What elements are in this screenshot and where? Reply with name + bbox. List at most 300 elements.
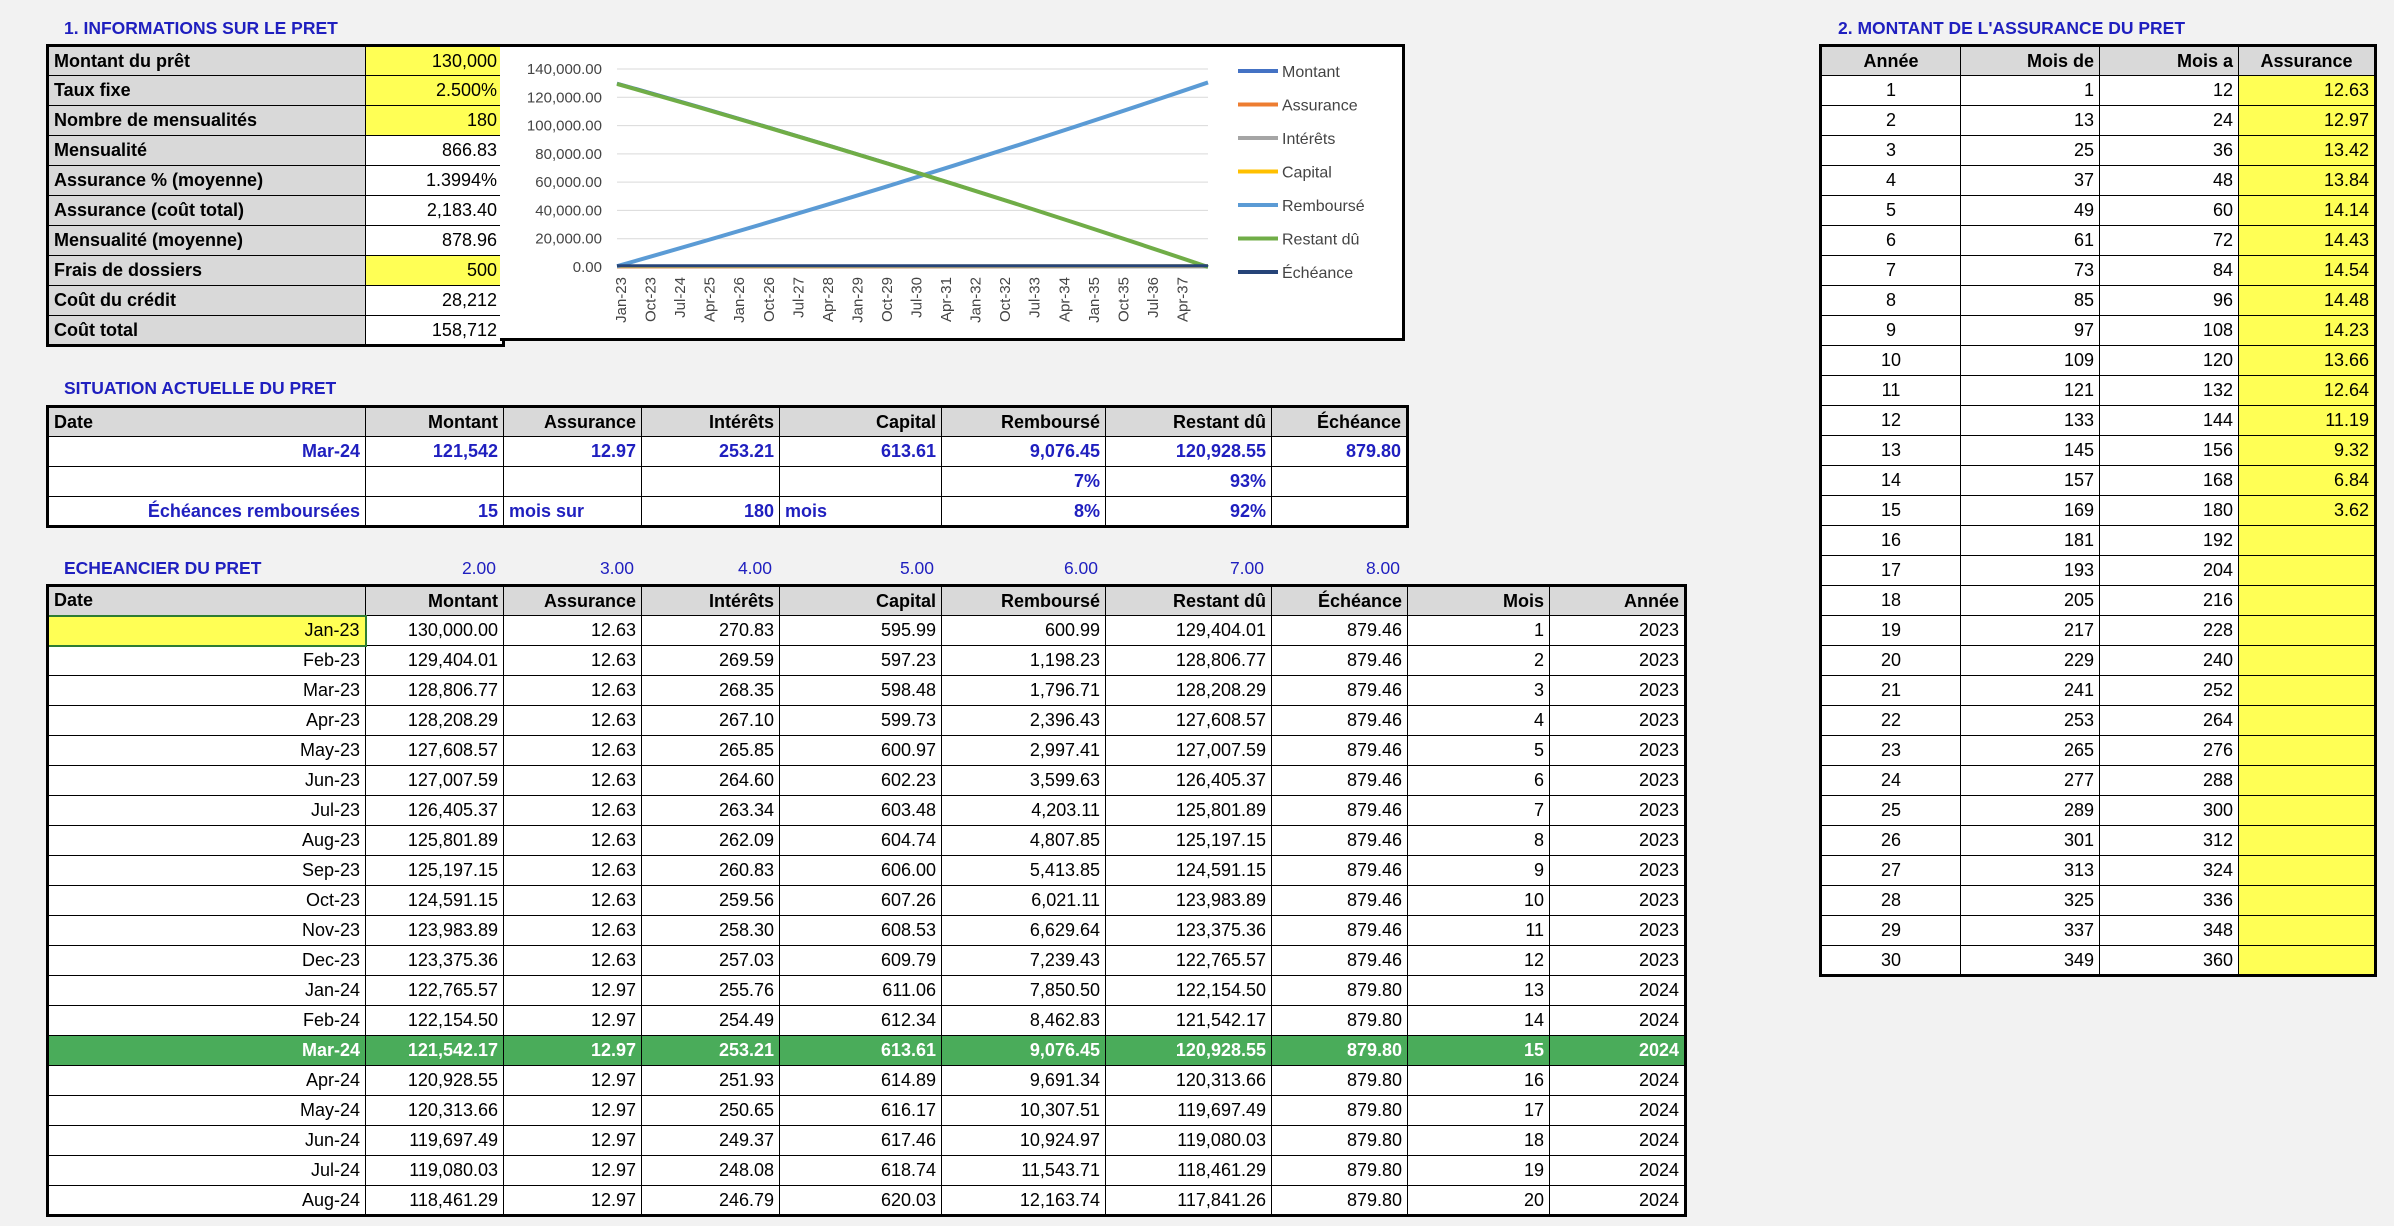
insurance-cell[interactable] [2239, 556, 2376, 586]
schedule-cell[interactable]: 128,208.29 [366, 706, 504, 736]
schedule-cell[interactable]: 879.80 [1272, 1186, 1408, 1216]
schedule-cell[interactable]: 122,154.50 [1106, 976, 1272, 1006]
schedule-cell[interactable]: 263.34 [642, 796, 780, 826]
schedule-cell[interactable]: 124,591.15 [1106, 856, 1272, 886]
schedule-cell[interactable]: 125,197.15 [366, 856, 504, 886]
schedule-cell[interactable]: 10,924.97 [942, 1126, 1106, 1156]
legend-label: Échéance [1282, 265, 1354, 282]
schedule-cell[interactable]: 15 [1408, 1036, 1550, 1066]
schedule-cell[interactable]: 604.74 [780, 826, 942, 856]
schedule-cell[interactable]: 2 [1408, 646, 1550, 676]
schedule-cell[interactable]: 128,806.77 [1106, 646, 1272, 676]
schedule-cell[interactable]: 603.48 [780, 796, 942, 826]
schedule-cell[interactable]: 618.74 [780, 1156, 942, 1186]
insurance-row [1821, 316, 2376, 346]
insurance-cell[interactable] [2239, 946, 2376, 976]
schedule-cell[interactable]: 120,928.55 [1106, 1036, 1272, 1066]
schedule-cell[interactable]: 10,307.51 [942, 1096, 1106, 1126]
schedule-cell[interactable]: 128,806.77 [366, 676, 504, 706]
situation-percents-row [48, 467, 1408, 497]
loan-label: Mensualité (moyenne) [48, 226, 366, 256]
insurance-cell[interactable]: 9.32 [2239, 436, 2376, 466]
schedule-cell[interactable]: 7,239.43 [942, 946, 1106, 976]
schedule-cell[interactable]: 12.63 [504, 706, 642, 736]
schedule-cell[interactable]: 12.97 [504, 1126, 642, 1156]
schedule-cell[interactable]: 11 [1408, 916, 1550, 946]
insurance-cell[interactable] [2239, 916, 2376, 946]
schedule-cell[interactable]: 6,021.11 [942, 886, 1106, 916]
schedule-cell[interactable]: 2023 [1550, 916, 1686, 946]
loan-row [48, 256, 504, 286]
schedule-cell[interactable]: 11,543.71 [942, 1156, 1106, 1186]
schedule-cell[interactable]: 120,928.55 [366, 1066, 504, 1096]
schedule-header: Restant dû [1106, 586, 1272, 616]
schedule-cell[interactable]: 8 [1408, 826, 1550, 856]
x-tick-label: Jan-32 [967, 277, 985, 323]
insurance-row [1821, 256, 2376, 286]
insurance-cell: 241 [1961, 676, 2100, 706]
schedule-cell[interactable]: 2023 [1550, 646, 1686, 676]
loan-value[interactable]: 180 [366, 106, 504, 136]
schedule-cell[interactable]: 122,765.57 [366, 976, 504, 1006]
schedule-cell[interactable]: 122,154.50 [366, 1006, 504, 1036]
schedule-cell[interactable]: 617.46 [780, 1126, 942, 1156]
loan-label: Frais de dossiers [48, 256, 366, 286]
situation-cell [48, 467, 366, 497]
schedule-cell[interactable]: 121,542.17 [1106, 1006, 1272, 1036]
schedule-cell[interactable]: Apr-23 [48, 706, 366, 736]
schedule-cell[interactable]: 879.46 [1272, 886, 1408, 916]
insurance-cell: 121 [1961, 376, 2100, 406]
schedule-cell[interactable]: 10 [1408, 886, 1550, 916]
schedule-cell[interactable]: 6 [1408, 766, 1550, 796]
insurance-cell: 6 [1821, 226, 1961, 256]
schedule-cell[interactable]: 600.97 [780, 736, 942, 766]
schedule-cell[interactable]: 12.97 [504, 1006, 642, 1036]
schedule-cell[interactable]: 12.97 [504, 976, 642, 1006]
insurance-cell[interactable]: 14.23 [2239, 316, 2376, 346]
schedule-cell[interactable]: 119,080.03 [1106, 1126, 1272, 1156]
insurance-cell[interactable] [2239, 796, 2376, 826]
situation-cell: 7% [942, 467, 1106, 497]
insurance-cell[interactable]: 3.62 [2239, 496, 2376, 526]
schedule-cell[interactable]: 125,801.89 [366, 826, 504, 856]
schedule-cell[interactable]: 250.65 [642, 1096, 780, 1126]
schedule-cell[interactable]: 9 [1408, 856, 1550, 886]
schedule-cell[interactable]: 20 [1408, 1186, 1550, 1216]
schedule-cell[interactable]: 879.46 [1272, 616, 1408, 646]
schedule-cell[interactable]: 2024 [1550, 1186, 1686, 1216]
schedule-cell[interactable]: 2023 [1550, 736, 1686, 766]
schedule-cell[interactable]: 1,198.23 [942, 646, 1106, 676]
schedule-cell[interactable]: Jan-24 [48, 976, 366, 1006]
schedule-cell[interactable]: 254.49 [642, 1006, 780, 1036]
schedule-cell[interactable]: 879.46 [1272, 646, 1408, 676]
schedule-cell[interactable]: 12.63 [504, 796, 642, 826]
x-tick-label: Oct-29 [878, 277, 896, 323]
insurance-cell[interactable]: 14.14 [2239, 196, 2376, 226]
situation-header: Capital [780, 407, 942, 437]
insurance-cell: 324 [2100, 856, 2239, 886]
schedule-cell[interactable]: Mar-24 [48, 1036, 366, 1066]
schedule-cell[interactable]: Jul-23 [48, 796, 366, 826]
schedule-cell[interactable]: 123,375.36 [366, 946, 504, 976]
schedule-cell[interactable]: 879.46 [1272, 676, 1408, 706]
schedule-cell[interactable]: 2,997.41 [942, 736, 1106, 766]
schedule-cell[interactable]: Aug-23 [48, 826, 366, 856]
schedule-cell[interactable]: Aug-24 [48, 1186, 366, 1216]
insurance-cell[interactable]: 6.84 [2239, 466, 2376, 496]
situation-header: Restant dû [1106, 407, 1272, 437]
schedule-cell[interactable]: 248.08 [642, 1156, 780, 1186]
schedule-cell[interactable]: 4,203.11 [942, 796, 1106, 826]
schedule-cell[interactable]: 879.80 [1272, 976, 1408, 1006]
schedule-row [48, 976, 1686, 1006]
schedule-cell[interactable]: 125,197.15 [1106, 826, 1272, 856]
insurance-cell: 276 [2100, 736, 2239, 766]
insurance-cell[interactable] [2239, 886, 2376, 916]
insurance-cell: 85 [1961, 286, 2100, 316]
schedule-cell[interactable]: 2024 [1550, 1096, 1686, 1126]
schedule-cell[interactable]: Jun-24 [48, 1126, 366, 1156]
insurance-cell: 289 [1961, 796, 2100, 826]
schedule-cell[interactable]: 2023 [1550, 856, 1686, 886]
schedule-cell[interactable]: 879.80 [1272, 1156, 1408, 1186]
schedule-cell[interactable]: Oct-23 [48, 886, 366, 916]
schedule-cell[interactable]: 597.23 [780, 646, 942, 676]
schedule-cell[interactable]: 13 [1408, 976, 1550, 1006]
insurance-cell[interactable]: 13.42 [2239, 136, 2376, 166]
schedule-cell[interactable]: 12.63 [504, 616, 642, 646]
schedule-cell[interactable]: May-23 [48, 736, 366, 766]
schedule-cell[interactable]: 123,983.89 [366, 916, 504, 946]
insurance-cell[interactable]: 14.48 [2239, 286, 2376, 316]
schedule-cell[interactable]: 2023 [1550, 796, 1686, 826]
schedule-cell[interactable]: 12.63 [504, 676, 642, 706]
schedule-cell[interactable]: 879.80 [1272, 1066, 1408, 1096]
schedule-cell[interactable]: 128,208.29 [1106, 676, 1272, 706]
loan-value[interactable]: 2.500% [366, 76, 504, 106]
schedule-cell[interactable]: 879.80 [1272, 1036, 1408, 1066]
schedule-cell[interactable]: 118,461.29 [366, 1186, 504, 1216]
schedule-cell[interactable]: 12.97 [504, 1096, 642, 1126]
loan-label: Nombre de mensualités [48, 106, 366, 136]
schedule-cell[interactable]: 2024 [1550, 1036, 1686, 1066]
insurance-cell: 192 [2100, 526, 2239, 556]
schedule-cell[interactable]: 262.09 [642, 826, 780, 856]
schedule-cell[interactable]: 2024 [1550, 1006, 1686, 1036]
schedule-cell[interactable]: 879.46 [1272, 736, 1408, 766]
schedule-cell[interactable]: 879.80 [1272, 1096, 1408, 1126]
schedule-cell[interactable]: May-24 [48, 1096, 366, 1126]
schedule-cell[interactable]: 17 [1408, 1096, 1550, 1126]
y-tick-label: 20,000.00 [535, 230, 602, 248]
schedule-cell[interactable]: Mar-23 [48, 676, 366, 706]
schedule-cell[interactable]: 12,163.74 [942, 1186, 1106, 1216]
situation-cell [366, 467, 504, 497]
schedule-cell[interactable]: Feb-23 [48, 646, 366, 676]
schedule-cell[interactable]: 7,850.50 [942, 976, 1106, 1006]
schedule-cell[interactable]: 130,000.00 [366, 616, 504, 646]
schedule-cell[interactable]: 879.46 [1272, 826, 1408, 856]
schedule-cell[interactable]: 122,765.57 [1106, 946, 1272, 976]
insurance-cell: 132 [2100, 376, 2239, 406]
insurance-cell[interactable] [2239, 586, 2376, 616]
schedule-cell[interactable]: 119,697.49 [1106, 1096, 1272, 1126]
schedule-cell[interactable]: 9,076.45 [942, 1036, 1106, 1066]
schedule-cell[interactable]: 613.61 [780, 1036, 942, 1066]
schedule-cell[interactable]: 2024 [1550, 1066, 1686, 1096]
insurance-cell[interactable]: 12.63 [2239, 76, 2376, 106]
schedule-cell[interactable]: 612.34 [780, 1006, 942, 1036]
schedule-cell[interactable]: 1 [1408, 616, 1550, 646]
schedule-cell[interactable]: 120,313.66 [366, 1096, 504, 1126]
schedule-cell[interactable]: 264.60 [642, 766, 780, 796]
schedule-cell[interactable]: 127,608.57 [366, 736, 504, 766]
schedule-cell[interactable]: 124,591.15 [366, 886, 504, 916]
schedule-cell[interactable]: 249.37 [642, 1126, 780, 1156]
schedule-cell[interactable]: 260.83 [642, 856, 780, 886]
schedule-cell[interactable]: 611.06 [780, 976, 942, 1006]
schedule-cell[interactable]: 2023 [1550, 706, 1686, 736]
insurance-cell[interactable]: 12.64 [2239, 376, 2376, 406]
insurance-cell[interactable]: 12.97 [2239, 106, 2376, 136]
schedule-cell[interactable]: 2023 [1550, 886, 1686, 916]
schedule-cell[interactable]: 258.30 [642, 916, 780, 946]
y-tick-label: 100,000.00 [526, 117, 602, 135]
insurance-cell[interactable]: 13.84 [2239, 166, 2376, 196]
schedule-cell[interactable]: 255.76 [642, 976, 780, 1006]
column-number: 2.00 [461, 558, 496, 578]
insurance-cell: 157 [1961, 466, 2100, 496]
schedule-cell[interactable]: 8,462.83 [942, 1006, 1106, 1036]
schedule-cell[interactable]: Feb-24 [48, 1006, 366, 1036]
schedule-cell[interactable]: 2024 [1550, 1156, 1686, 1186]
schedule-cell[interactable]: 246.79 [642, 1186, 780, 1216]
schedule-cell[interactable]: 2024 [1550, 1126, 1686, 1156]
schedule-cell[interactable]: 598.48 [780, 676, 942, 706]
schedule-cell[interactable]: 879.46 [1272, 916, 1408, 946]
insurance-row [1821, 766, 2376, 796]
schedule-cell[interactable]: 265.85 [642, 736, 780, 766]
schedule-cell[interactable]: 616.17 [780, 1096, 942, 1126]
schedule-cell[interactable]: 269.59 [642, 646, 780, 676]
schedule-cell[interactable]: 18 [1408, 1126, 1550, 1156]
insurance-cell: 72 [2100, 226, 2239, 256]
legend-label: Assurance [1282, 97, 1358, 115]
schedule-cell[interactable]: 606.00 [780, 856, 942, 886]
schedule-cell[interactable]: 270.83 [642, 616, 780, 646]
schedule-cell[interactable]: 3,599.63 [942, 766, 1106, 796]
schedule-cell[interactable]: 127,608.57 [1106, 706, 1272, 736]
schedule-cell[interactable]: 2023 [1550, 826, 1686, 856]
schedule-cell[interactable]: 12.63 [504, 916, 642, 946]
schedule-cell[interactable]: 2024 [1550, 976, 1686, 1006]
schedule-cell[interactable]: 126,405.37 [1106, 766, 1272, 796]
schedule-cell[interactable]: Sep-23 [48, 856, 366, 886]
schedule-cell[interactable]: 879.80 [1272, 1006, 1408, 1036]
insurance-cell[interactable]: 14.43 [2239, 226, 2376, 256]
insurance-cell[interactable]: 13.66 [2239, 346, 2376, 376]
schedule-cell[interactable]: 259.56 [642, 886, 780, 916]
insurance-cell: 168 [2100, 466, 2239, 496]
schedule-cell[interactable]: 620.03 [780, 1186, 942, 1216]
schedule-table [46, 584, 1687, 1217]
schedule-cell[interactable]: 5 [1408, 736, 1550, 766]
insurance-cell[interactable]: 14.54 [2239, 256, 2376, 286]
schedule-cell[interactable]: 879.46 [1272, 946, 1408, 976]
schedule-cell[interactable]: 12.63 [504, 766, 642, 796]
column-number: 4.00 [737, 558, 772, 578]
insurance-cell[interactable] [2239, 616, 2376, 646]
schedule-cell[interactable]: 257.03 [642, 946, 780, 976]
schedule-cell[interactable]: 2023 [1550, 616, 1686, 646]
insurance-cell: 252 [2100, 676, 2239, 706]
schedule-cell[interactable]: 614.89 [780, 1066, 942, 1096]
schedule-cell[interactable]: 4 [1408, 706, 1550, 736]
schedule-cell[interactable]: 12.63 [504, 646, 642, 676]
insurance-cell[interactable] [2239, 766, 2376, 796]
schedule-cell[interactable]: 253.21 [642, 1036, 780, 1066]
schedule-cell[interactable]: 3 [1408, 676, 1550, 706]
situation-cell: 9,076.45 [942, 437, 1106, 467]
x-tick-label: Oct-26 [760, 277, 778, 323]
loan-label: Coût total [48, 316, 366, 346]
schedule-cell[interactable]: 6,629.64 [942, 916, 1106, 946]
schedule-cell[interactable]: 14 [1408, 1006, 1550, 1036]
loan-row [48, 286, 504, 316]
situation-header: Assurance [504, 407, 642, 437]
insurance-cell[interactable] [2239, 676, 2376, 706]
schedule-cell[interactable]: 12.63 [504, 886, 642, 916]
schedule-cell[interactable]: 879.46 [1272, 766, 1408, 796]
schedule-cell[interactable]: 267.10 [642, 706, 780, 736]
schedule-cell[interactable]: 602.23 [780, 766, 942, 796]
insurance-cell: 349 [1961, 946, 2100, 976]
loan-value[interactable]: 130,000 [366, 46, 504, 76]
schedule-cell[interactable]: 126,405.37 [366, 796, 504, 826]
schedule-cell[interactable]: 12.63 [504, 856, 642, 886]
situation-current-row [48, 437, 1408, 467]
schedule-cell[interactable]: 5,413.85 [942, 856, 1106, 886]
schedule-cell[interactable]: 119,697.49 [366, 1126, 504, 1156]
insurance-cell[interactable] [2239, 646, 2376, 676]
insurance-cell: 37 [1961, 166, 2100, 196]
schedule-cell[interactable]: 607.26 [780, 886, 942, 916]
schedule-cell[interactable]: 129,404.01 [1106, 616, 1272, 646]
insurance-cell[interactable] [2239, 856, 2376, 886]
insurance-cell: 7 [1821, 256, 1961, 286]
loan-chart [500, 44, 1405, 341]
schedule-cell[interactable]: 123,983.89 [1106, 886, 1272, 916]
schedule-cell[interactable]: 2,396.43 [942, 706, 1106, 736]
y-tick-label: 80,000.00 [535, 145, 602, 163]
situation-cell [504, 467, 642, 497]
insurance-cell[interactable]: 11.19 [2239, 406, 2376, 436]
insurance-cell[interactable] [2239, 526, 2376, 556]
schedule-cell[interactable]: 19 [1408, 1156, 1550, 1186]
schedule-cell[interactable]: 609.79 [780, 946, 942, 976]
schedule-cell[interactable]: 879.46 [1272, 706, 1408, 736]
schedule-cell[interactable]: 879.46 [1272, 856, 1408, 886]
schedule-cell[interactable]: 1,796.71 [942, 676, 1106, 706]
schedule-cell[interactable]: 129,404.01 [366, 646, 504, 676]
schedule-cell[interactable]: 127,007.59 [1106, 736, 1272, 766]
schedule-cell[interactable]: 12 [1408, 946, 1550, 976]
loan-value[interactable]: 500 [366, 256, 504, 286]
schedule-cell[interactable]: 9,691.34 [942, 1066, 1106, 1096]
schedule-cell[interactable]: 12.97 [504, 1066, 642, 1096]
schedule-cell[interactable]: 120,313.66 [1106, 1066, 1272, 1096]
schedule-cell[interactable]: 2023 [1550, 766, 1686, 796]
insurance-cell: 9 [1821, 316, 1961, 346]
schedule-cell[interactable]: 268.35 [642, 676, 780, 706]
insurance-row [1821, 646, 2376, 676]
schedule-cell[interactable]: 127,007.59 [366, 766, 504, 796]
schedule-cell[interactable]: 117,841.26 [1106, 1186, 1272, 1216]
insurance-row [1821, 136, 2376, 166]
schedule-cell[interactable]: 12.63 [504, 736, 642, 766]
column-number: 7.00 [1229, 558, 1264, 578]
schedule-cell[interactable]: 125,801.89 [1106, 796, 1272, 826]
schedule-cell[interactable]: 599.73 [780, 706, 942, 736]
schedule-cell[interactable]: 2023 [1550, 946, 1686, 976]
schedule-cell[interactable]: 7 [1408, 796, 1550, 826]
loan-row [48, 196, 504, 226]
schedule-cell[interactable]: 4,807.85 [942, 826, 1106, 856]
schedule-cell[interactable]: 608.53 [780, 916, 942, 946]
schedule-cell[interactable]: Nov-23 [48, 916, 366, 946]
schedule-cell[interactable]: 12.63 [504, 946, 642, 976]
insurance-cell[interactable] [2239, 706, 2376, 736]
insurance-cell: 48 [2100, 166, 2239, 196]
schedule-cell[interactable]: 595.99 [780, 616, 942, 646]
schedule-cell[interactable]: 16 [1408, 1066, 1550, 1096]
schedule-cell[interactable]: Dec-23 [48, 946, 366, 976]
legend-label: Capital [1282, 164, 1332, 182]
schedule-cell[interactable]: 2023 [1550, 676, 1686, 706]
schedule-cell[interactable]: 879.80 [1272, 1126, 1408, 1156]
situation-header: Date [48, 407, 366, 437]
schedule-cell[interactable]: 123,375.36 [1106, 916, 1272, 946]
schedule-cell[interactable]: 12.97 [504, 1036, 642, 1066]
schedule-header: Remboursé [942, 586, 1106, 616]
schedule-cell[interactable]: 12.97 [504, 1156, 642, 1186]
insurance-cell: 49 [1961, 196, 2100, 226]
schedule-cell[interactable]: 600.99 [942, 616, 1106, 646]
schedule-cell[interactable]: 119,080.03 [366, 1156, 504, 1186]
insurance-cell: 18 [1821, 586, 1961, 616]
insurance-cell[interactable] [2239, 826, 2376, 856]
schedule-cell[interactable]: 12.63 [504, 826, 642, 856]
schedule-cell[interactable]: 879.46 [1272, 796, 1408, 826]
situation-cell: 253.21 [642, 437, 780, 467]
schedule-cell[interactable]: Jul-24 [48, 1156, 366, 1186]
schedule-cell[interactable]: 12.97 [504, 1186, 642, 1216]
schedule-cell[interactable]: 118,461.29 [1106, 1156, 1272, 1186]
insurance-cell: 360 [2100, 946, 2239, 976]
schedule-cell[interactable]: Jun-23 [48, 766, 366, 796]
insurance-cell: 17 [1821, 556, 1961, 586]
schedule-cell[interactable]: Apr-24 [48, 1066, 366, 1096]
insurance-cell[interactable] [2239, 736, 2376, 766]
schedule-cell[interactable]: 251.93 [642, 1066, 780, 1096]
insurance-cell: 25 [1821, 796, 1961, 826]
insurance-cell: 36 [2100, 136, 2239, 166]
schedule-cell[interactable]: 121,542.17 [366, 1036, 504, 1066]
schedule-cell[interactable]: Jan-23 [48, 616, 366, 646]
y-tick-label: 120,000.00 [526, 89, 602, 107]
